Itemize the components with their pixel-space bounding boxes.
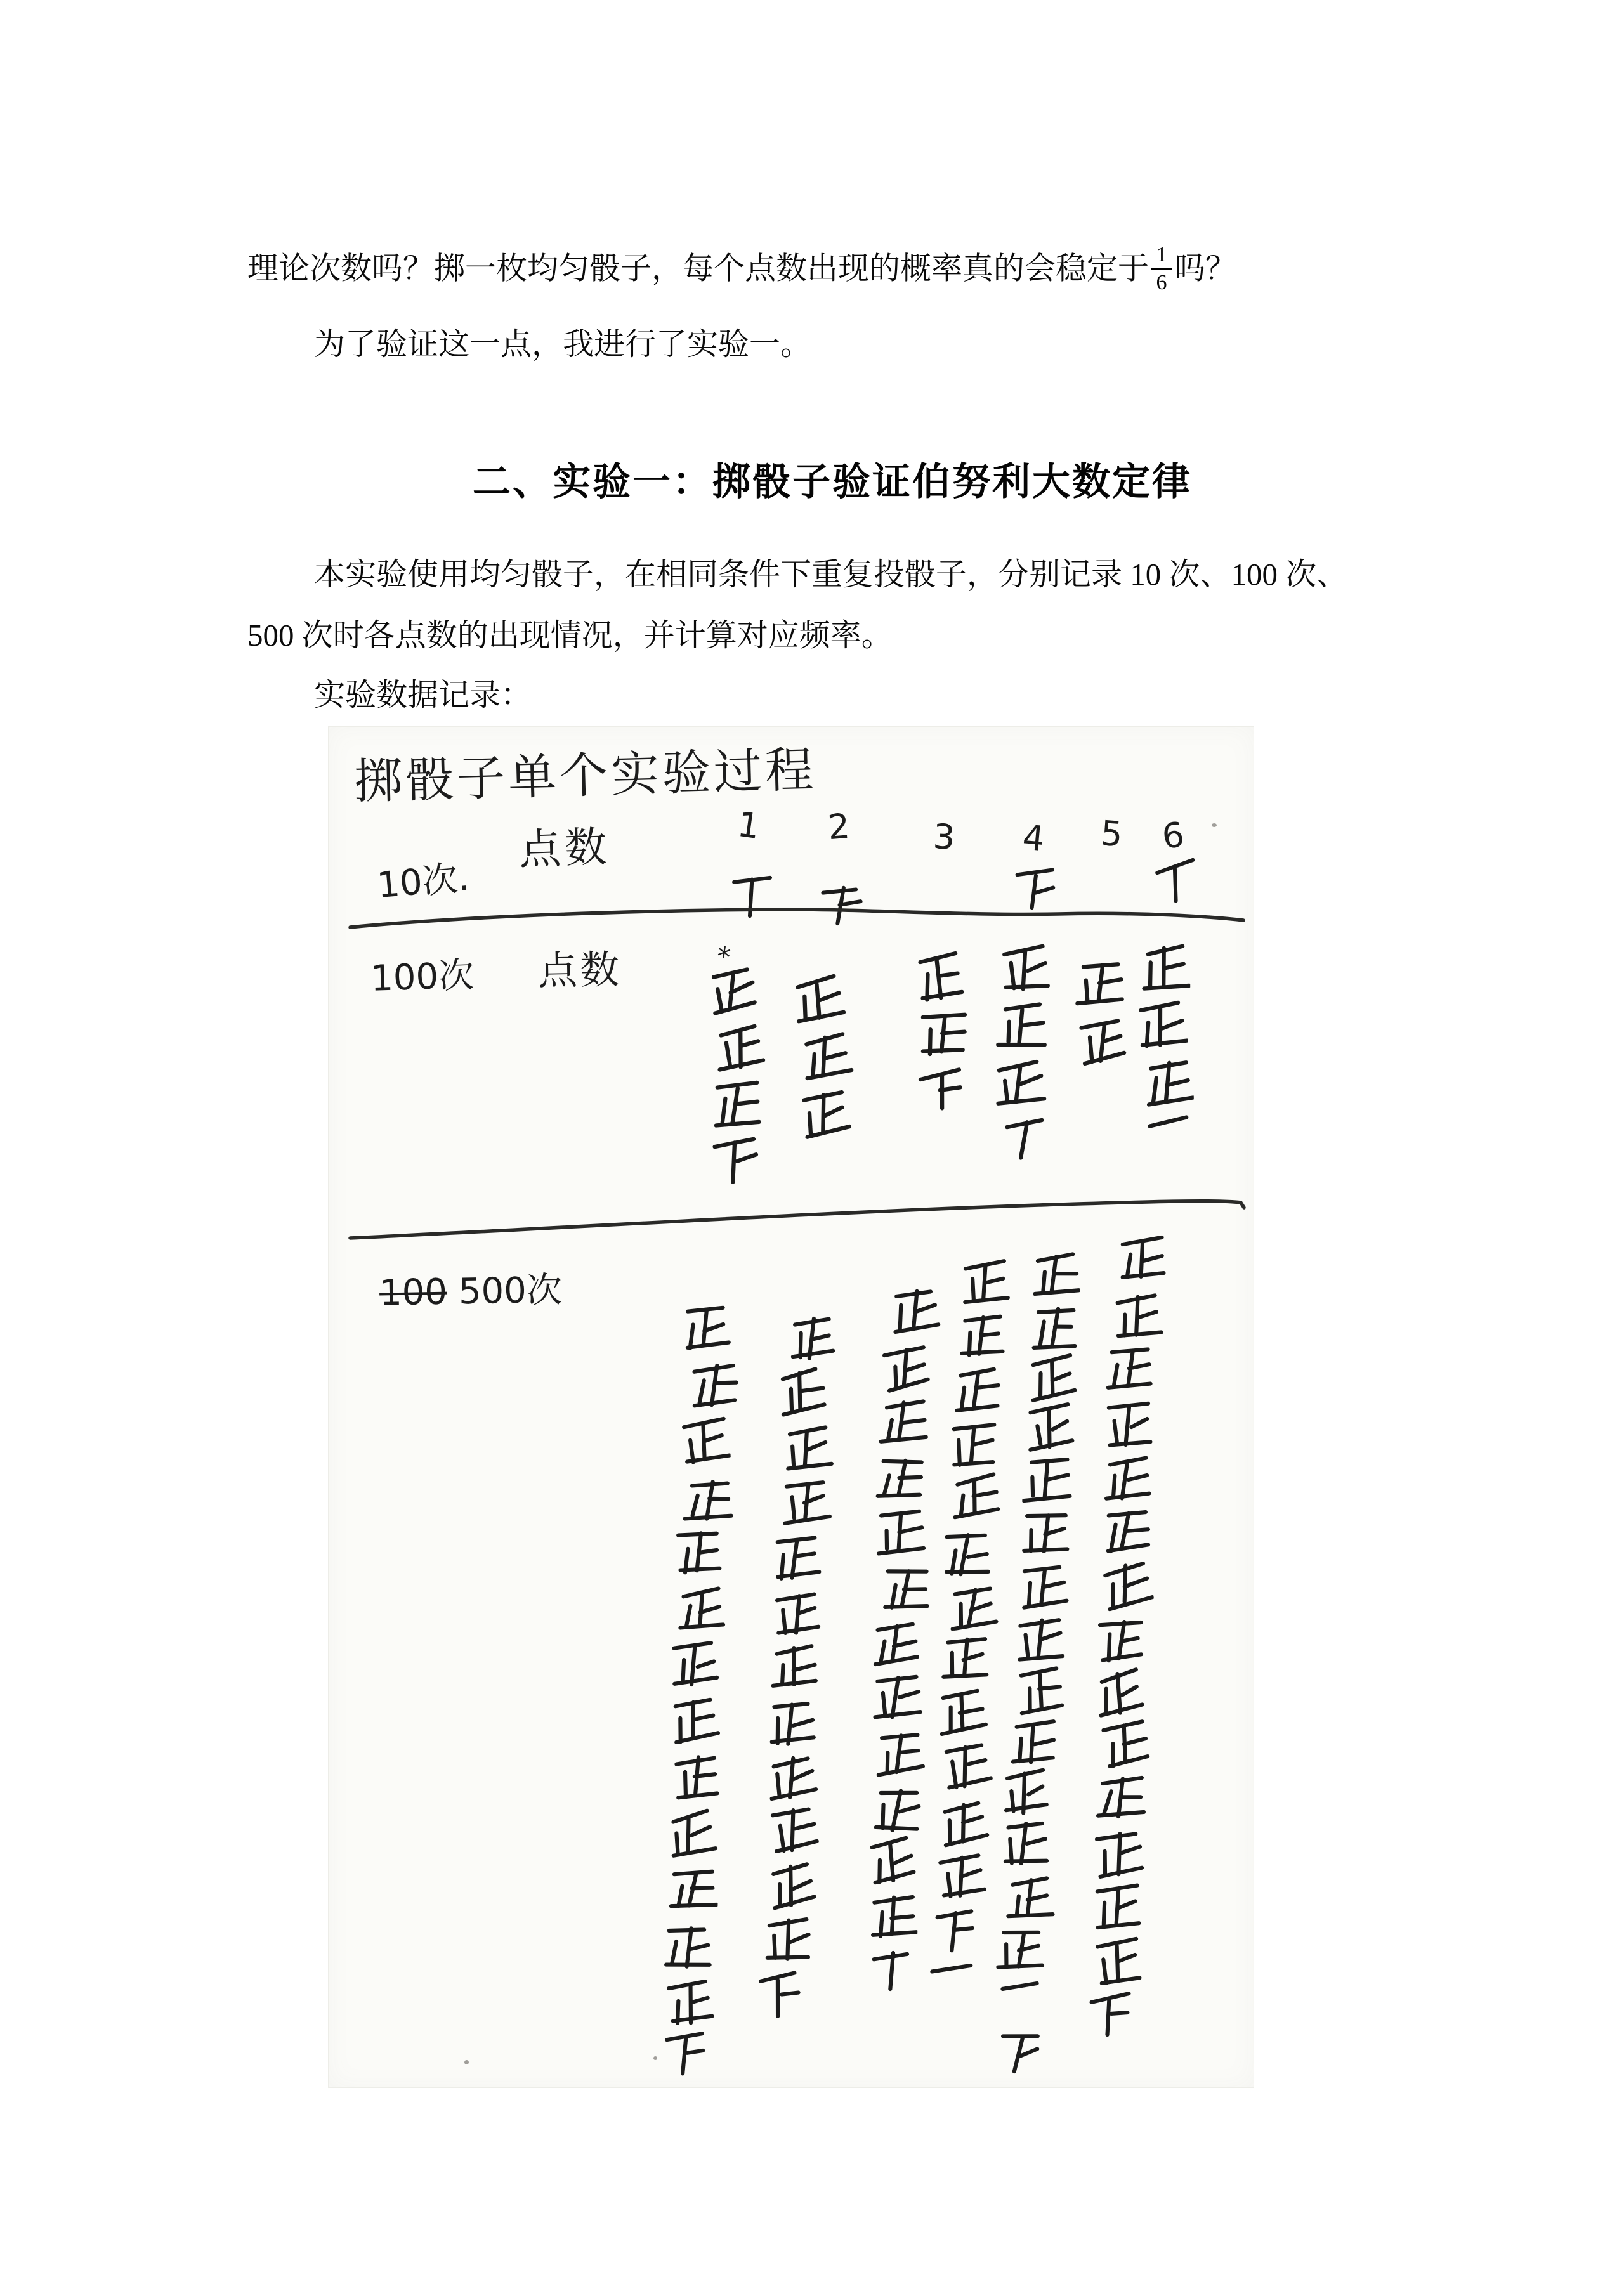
tally-group <box>1092 1825 1146 1879</box>
tally-group <box>929 1904 980 1955</box>
tally-group <box>934 1793 991 1849</box>
tally-group <box>870 1616 922 1668</box>
tally-group <box>1018 1560 1069 1610</box>
tally-group <box>764 1856 820 1912</box>
intro-second-line: 为了验证这一点，我进行了实验一。 <box>314 327 812 362</box>
tally-group <box>877 1506 926 1556</box>
tally-group <box>1030 1248 1081 1298</box>
data-record-caption: 实验数据记录： <box>314 677 532 712</box>
tally-group <box>1013 1661 1068 1716</box>
tally-group <box>660 2027 710 2077</box>
tally-group <box>769 1529 822 1582</box>
row-label-500-text: 500次 <box>458 1269 563 1313</box>
tally-group <box>1092 1879 1144 1931</box>
tally-group <box>1092 1933 1145 1986</box>
tally-group <box>1023 1398 1078 1453</box>
ink-speck <box>653 2056 657 2060</box>
body-paragraph-line2: 500 次时各点数的出现情况，并计算对应频率。 <box>247 618 893 653</box>
tally-group <box>663 1921 712 1970</box>
row-label-500 <box>379 1262 562 1315</box>
tally-group <box>961 1256 1011 1305</box>
tally-group <box>878 1338 933 1393</box>
ink-speck <box>464 2060 469 2064</box>
tally-group <box>681 1301 731 1352</box>
tally-group <box>766 1697 816 1747</box>
tally-group <box>672 1524 724 1576</box>
tally-group <box>774 1362 830 1418</box>
die-face-label-3: 3 <box>932 816 956 858</box>
tally-group <box>1112 1289 1165 1341</box>
tally-group <box>667 1693 721 1746</box>
stray-asterisk-mark: * <box>714 940 733 974</box>
tally-group <box>925 1956 980 2011</box>
column-header-dianshu-10: 点数 <box>518 822 612 875</box>
tally-group <box>780 1473 832 1525</box>
row-label-100: 100次 <box>370 955 475 1000</box>
tally-group <box>753 1967 806 2021</box>
tally-group <box>865 1832 920 1887</box>
tally-group <box>999 1816 1051 1867</box>
tally-group <box>1106 1341 1155 1391</box>
tally-group <box>1118 1232 1169 1282</box>
tally-group <box>952 1362 1002 1412</box>
tally-group <box>677 1582 728 1633</box>
tally-group <box>879 1395 929 1445</box>
tally-group <box>935 1848 989 1901</box>
tally-group <box>1092 1663 1148 1719</box>
tally-group <box>768 1640 820 1692</box>
tally-group <box>868 1890 919 1941</box>
die-face-label-5: 5 <box>1099 812 1124 854</box>
tally-group <box>956 1308 1007 1359</box>
tally-group <box>938 1737 994 1793</box>
tally-group <box>669 1636 721 1688</box>
tally-group <box>1102 1504 1151 1554</box>
tally-group <box>995 1922 1047 1974</box>
tally-group <box>948 1418 999 1469</box>
tally-group <box>1022 1453 1072 1503</box>
handwritten-title: 掷骰子单个实验过程 <box>353 741 818 810</box>
tally-group <box>940 1631 990 1681</box>
tally-group <box>1098 1715 1153 1770</box>
tally-group <box>881 1562 932 1614</box>
ink-speck <box>1212 823 1217 827</box>
tally-group <box>1014 1612 1067 1664</box>
tally-group <box>889 1282 941 1334</box>
tally-group <box>772 1586 823 1638</box>
tally-group <box>765 1749 820 1804</box>
row-label-10: 10次. <box>375 857 471 907</box>
tally-group <box>1021 1507 1071 1557</box>
fraction-one-sixth <box>1151 244 1172 294</box>
tally-group <box>683 1473 735 1524</box>
die-face-label-6: 6 <box>1160 814 1187 858</box>
tally-group <box>763 1913 814 1964</box>
tally-group <box>994 1974 1048 2028</box>
tally-group <box>1004 1870 1055 1921</box>
tally-group <box>690 1357 740 1408</box>
body-paragraph-line1: 本实验使用均匀骰子，在相同条件下重复投骰子，分别记录 10 次、100 次、 <box>314 557 1348 592</box>
tally-group <box>1025 1348 1080 1404</box>
die-face-label-4: 4 <box>1021 817 1047 859</box>
tally-group <box>1104 1398 1155 1448</box>
intro-text-suffix: 吗？ <box>1174 251 1237 286</box>
tally-group <box>941 1527 992 1579</box>
intro-text-prefix: 理论次数吗？掷一枚均匀骰子，每个点数出现的概率真的会稳定于 <box>247 251 1149 286</box>
handwritten-record-image <box>328 726 1254 2088</box>
paragraph-continuation-line <box>247 243 1237 296</box>
tally-group <box>679 1414 731 1466</box>
tally-group <box>766 1801 822 1856</box>
die-face-label-2: 2 <box>826 806 851 847</box>
tally-group <box>1084 1988 1134 2038</box>
tally-group <box>1099 1556 1155 1612</box>
tally-group <box>1009 1716 1058 1766</box>
tally-group <box>872 1784 923 1834</box>
tally-group <box>1096 1614 1146 1664</box>
column-header-dianshu-100: 点数 <box>537 946 622 995</box>
crossed-out-100-label: 100 <box>379 1271 448 1314</box>
tally-group <box>1096 1770 1147 1821</box>
tally-group <box>948 1580 999 1631</box>
tally-group <box>785 1310 839 1363</box>
tally-group <box>668 1862 719 1913</box>
fraction-denominator: 6 <box>1151 268 1172 294</box>
tally-group <box>1029 1300 1079 1350</box>
tally-group <box>874 1726 926 1779</box>
tally-group <box>875 1451 927 1503</box>
tally-group <box>934 1683 989 1738</box>
die-face-label-1: 1 <box>735 804 763 847</box>
tally-group <box>873 1671 923 1721</box>
fraction-numerator: 1 <box>1156 243 1167 266</box>
tally-group <box>781 1421 834 1473</box>
tally-group <box>1101 1451 1152 1502</box>
tally-group <box>949 1468 1002 1522</box>
section-heading: 二、实验一：掷骰子验证伯努利大数定律 <box>473 460 1192 504</box>
tally-group <box>993 2026 1045 2078</box>
tally-group <box>664 1805 719 1860</box>
tally-group <box>1000 1764 1052 1817</box>
tally-group <box>663 1973 717 2028</box>
tally-group <box>864 1944 917 1997</box>
tally-group <box>671 1749 723 1802</box>
